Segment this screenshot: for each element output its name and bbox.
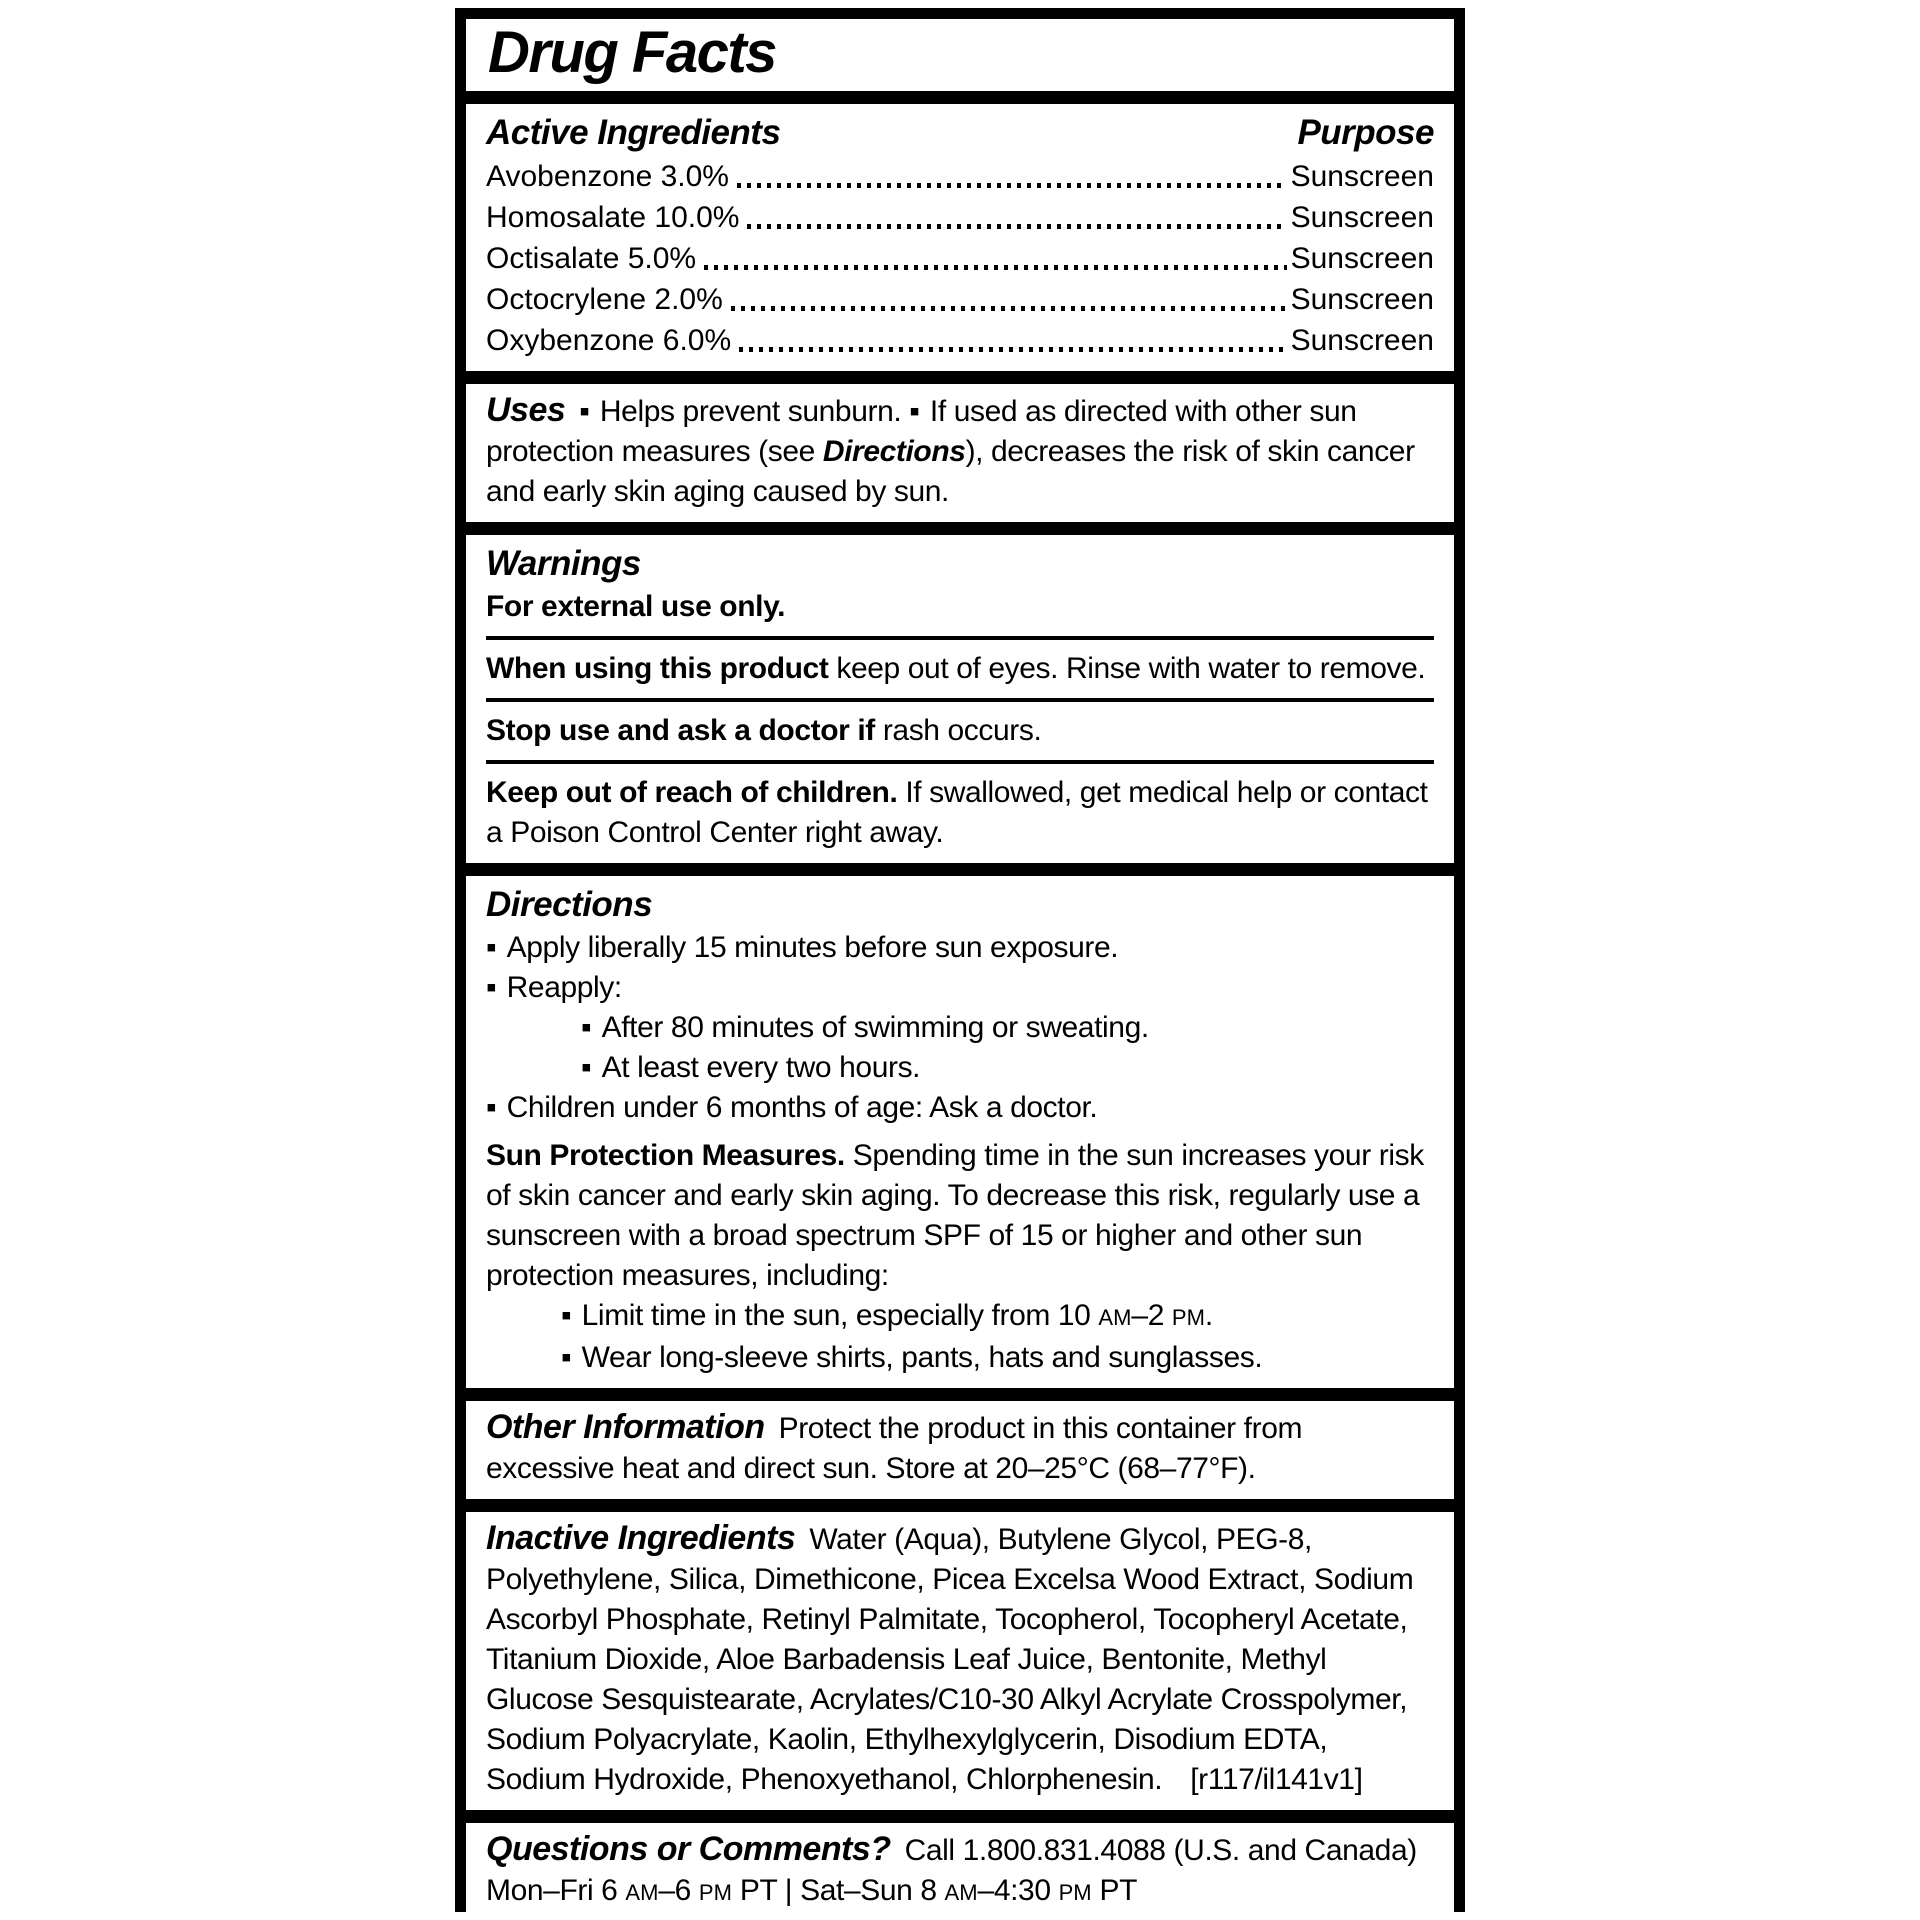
ingredient-name: Octisalate 5.0% <box>486 242 697 275</box>
drug-facts-title: Drug Facts <box>488 20 776 85</box>
dotted-leader <box>731 306 1287 311</box>
sun-protection-lead: Sun Protection Measures. <box>486 1139 845 1172</box>
sun-protection-subitem <box>561 1338 1434 1378</box>
limit-time-text: Limit time in the sun, especially from 10 <box>581 1299 1099 1332</box>
bullet-icon: ▪ <box>581 1051 592 1084</box>
section-questions <box>466 1823 1454 1912</box>
ingredient-row <box>486 156 1434 197</box>
section-uses <box>466 384 1454 522</box>
directions-item <box>486 968 1434 1008</box>
sun-protection-paragraph <box>486 1136 1434 1296</box>
directions-subitem <box>581 1008 1434 1048</box>
section-warnings <box>466 535 1454 863</box>
warnings-heading: Warnings <box>486 544 641 583</box>
uses-bullet1-text: Helps prevent sunburn. <box>599 395 902 428</box>
other-information-paragraph <box>486 1407 1434 1489</box>
warnings-stop-use-text: rash occurs. <box>874 714 1042 747</box>
bullet-icon: ▪ <box>581 1011 592 1044</box>
ingredient-name: Avobenzone 3.0% <box>486 160 729 193</box>
active-ingredients-heading: Active Ingredients <box>486 113 781 152</box>
ingredient-row <box>486 320 1434 361</box>
bullet-icon: ▪ <box>579 395 590 428</box>
hours-text: –6 <box>658 1874 699 1907</box>
inactive-ingredients-text: Water (Aqua), Butylene Glycol, PEG-8, Polyethylene, Silica, Dimethicone, Picea Excelsa Wood Extract, Sodium Ascorbyl Phosphate, Retinyl Palmitate, Tocopherol, Tocopheryl Acetate, Titanium Dioxide, Aloe Barbadensis Leaf Juice, Bentonite, Methyl Glucose Sesquistearate, Acrylates/C10-30 Alkyl Acrylate Crosspolymer, Sodium Polyacrylate, Kaolin, Ethylhexylglycerin, Disodium EDTA, Sodium Hydroxide, Phenoxyethanol, Chlorphenesin. <box>486 1523 1414 1796</box>
divider <box>486 636 1434 640</box>
directions-subitem-text: At least every two hours. <box>601 1051 921 1084</box>
warnings-when-using <box>486 649 1434 689</box>
sun-protection-subitem <box>561 1296 1434 1338</box>
questions-heading: Questions or Comments? <box>486 1830 891 1868</box>
wear-text: Wear long-sleeve shirts, pants, hats and sunglasses. <box>581 1341 1263 1374</box>
dotted-leader <box>704 265 1286 270</box>
other-information-heading: Other Information <box>486 1408 765 1446</box>
ingredient-purpose: Sunscreen <box>1290 160 1434 193</box>
uses-bullet2-pre: If used as directed with other sun protection measures (see <box>486 395 1357 468</box>
directions-item <box>486 1088 1434 1128</box>
section-inactive-ingredients <box>466 1512 1454 1810</box>
directions-item-text: Children under 6 months of age: Ask a doctor. <box>506 1091 1098 1124</box>
directions-item-text: Apply liberally 15 minutes before sun exposure. <box>506 931 1119 964</box>
warnings-keep-out-lead: Keep out of reach of children. <box>486 776 898 809</box>
divider <box>486 698 1434 702</box>
dotted-leader <box>747 224 1286 229</box>
pm-smallcaps: PM <box>1171 1305 1205 1330</box>
warnings-keep-out-text: If swallowed, get medical help or contact a Poison Control Center right away. <box>486 776 1428 849</box>
warnings-stop-use <box>486 711 1434 751</box>
warnings-when-using-lead: When using this product <box>486 652 829 685</box>
dotted-leader <box>739 347 1286 352</box>
directions-subitem-text: After 80 minutes of swimming or sweating. <box>601 1011 1149 1044</box>
uses-heading: Uses <box>486 391 566 429</box>
directions-item-text: Reapply: <box>506 971 622 1004</box>
warnings-external-use: For external use only. <box>486 590 786 623</box>
uses-paragraph <box>486 390 1434 512</box>
hours-text: Mon–Fri 6 <box>486 1874 626 1907</box>
warnings-stop-use-lead: Stop use and ask a doctor if <box>486 714 875 747</box>
pm-smallcaps: PM <box>698 1880 732 1905</box>
inactive-ingredients-paragraph <box>486 1518 1434 1800</box>
warnings-keep-out <box>486 773 1434 853</box>
sun-protection-text: Spending time in the sun increases your risk of skin cancer and early skin aging. To decrease this risk, regularly use a sunscreen with a broad spectrum SPF of 15 or higher and other sun protection measures, including: <box>486 1139 1424 1292</box>
hours-text: PT | Sat–Sun 8 <box>731 1874 945 1907</box>
ingredient-row <box>486 279 1434 320</box>
drug-facts-panel <box>455 8 1465 1912</box>
pm-smallcaps: PM <box>1058 1880 1092 1905</box>
ingredient-purpose: Sunscreen <box>1290 201 1434 234</box>
questions-paragraph <box>486 1829 1434 1871</box>
limit-time-text: –2 <box>1131 1299 1172 1332</box>
uses-bullet2-post: ), decreases the risk of skin cancer and early skin aging caused by sun. <box>486 435 1415 508</box>
ingredient-name: Homosalate 10.0% <box>486 201 740 234</box>
hours-text: –4:30 <box>977 1874 1059 1907</box>
revision-code: [r117/il141v1] <box>1190 1763 1363 1796</box>
ingredient-row <box>486 197 1434 238</box>
ingredient-purpose: Sunscreen <box>1290 283 1434 316</box>
section-active-ingredients <box>466 104 1454 371</box>
ingredient-name: Octocrylene 2.0% <box>486 283 723 316</box>
hours-paragraph <box>486 1871 1434 1912</box>
divider <box>486 760 1434 764</box>
bullet-icon: ▪ <box>486 971 497 1004</box>
purpose-heading: Purpose <box>1297 113 1434 152</box>
ingredient-purpose: Sunscreen <box>1290 324 1434 357</box>
ingredient-row <box>486 238 1434 279</box>
other-information-text: Protect the product in this container from excessive heat and direct sun. Store at 20–25°C (68–77°F). <box>486 1412 1303 1485</box>
warnings-when-using-text: keep out of eyes. Rinse with water to remove. <box>828 652 1426 685</box>
bullet-icon: ▪ <box>561 1299 572 1332</box>
active-ingredients-header-row <box>486 110 1434 156</box>
ingredient-purpose: Sunscreen <box>1290 242 1434 275</box>
dotted-leader <box>737 183 1287 188</box>
inactive-ingredients-heading: Inactive Ingredients <box>486 1519 796 1557</box>
phone-text: Call 1.800.831.4088 (U.S. and Canada) <box>904 1834 1417 1867</box>
uses-directions-ref: Directions <box>822 435 966 468</box>
am-smallcaps: AM <box>625 1880 659 1905</box>
bullet-icon: ▪ <box>909 395 920 428</box>
hours-text: PT <box>1091 1874 1138 1907</box>
section-title <box>466 19 1454 91</box>
bullet-icon: ▪ <box>486 1091 497 1124</box>
bullet-icon: ▪ <box>561 1341 572 1374</box>
section-other-information <box>466 1401 1454 1499</box>
section-directions <box>466 876 1454 1388</box>
limit-time-text: . <box>1204 1299 1213 1332</box>
bullet-icon: ▪ <box>486 931 497 964</box>
directions-heading: Directions <box>486 885 653 924</box>
am-smallcaps: AM <box>944 1880 978 1905</box>
am-smallcaps: AM <box>1098 1305 1132 1330</box>
directions-subitem <box>581 1048 1434 1088</box>
ingredient-name: Oxybenzone 6.0% <box>486 324 732 357</box>
directions-item <box>486 928 1434 968</box>
